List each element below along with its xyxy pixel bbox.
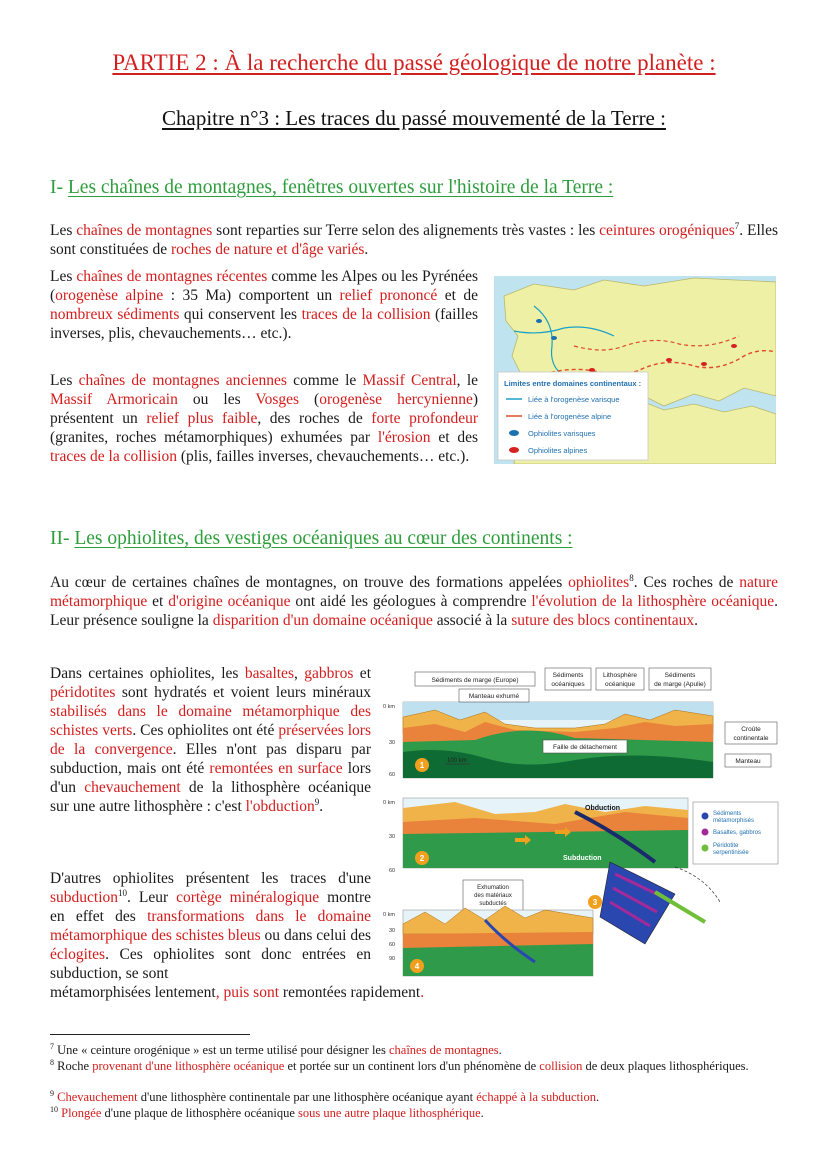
section-1-number: I-: [50, 177, 63, 198]
section-2-title: Les ophiolites, des vestiges océaniques au cœur des continents :: [74, 528, 573, 549]
legend-alpine-line-label: Liée à l'orogenèse alpine: [528, 412, 612, 421]
section-1-title: Les chaînes de montagnes, fenêtres ouvertes sur l'histoire de la Terre :: [67, 177, 614, 198]
section-2-intro: Au cœur de certaines chaînes de montagnes, on trouve des formations appelées ophiolites$^8$. Ces roches de nature métamorphique et d'origine océanique ont aidé les géologues à comprendre l'évolution de la lithosphère océanique. Leur présence souligne la disparition d'un domaine océanique associé à la suture des blocs continentaux.: [50, 572, 778, 629]
section-2-number: II-: [50, 528, 70, 549]
diagram-panel-2: [383, 798, 688, 874]
legend-sediments-metamorphises: Sédiments: [713, 811, 742, 817]
section-2-obduction-paragraph: Dans certaines ophiolites, les basaltes, gabbros et péridotites sont hydratés et voient leurs minéraux stabilisés dans le domaine métamorphique des schistes verts. Ces ophiolites ont été préservées lors de la convergence. Elles n'ont pas disparu par subduction, mais ont été remontées en surface lors d'un chevauchement de la lithosphère océanique sur une autre lithosphère : c'est l'obduction$^9$.: [50, 665, 372, 815]
legend-alpine-ophiolite-label: Ophiolites alpines: [528, 446, 588, 455]
svg-text:30: 30: [389, 834, 396, 840]
diagram-panel-4: [383, 880, 593, 976]
ophiolite-varisque-dot: [536, 319, 542, 323]
footnote-9: $^9$ Chevauchement d'une lithosphère continentale par une lithosphère océanique ayant échappé à la subduction.: [50, 1088, 600, 1104]
diagram-panel-3: [588, 862, 720, 944]
section-1-recent-chains: Les chaînes de montagnes récentes comme les Alpes ou les Pyrénées (orogenèse alpine : 35 Ma) comportent un relief prononcé et de nombreux sédiments qui conservent les traces de la collision (failles inverses, plis, chevauchements… etc.).: [50, 268, 478, 342]
section-2-conclusion-line: métamorphisées lentement, puis sont remontées rapidement.: [50, 984, 425, 1001]
footnote-7: $^7$ Une « ceinture orogénique » est un terme utilisé pour désigner les chaînes de montagnes.: [50, 1041, 502, 1057]
chapter-title: Chapitre n°3 : Les traces du passé mouvementé de la Terre :: [162, 106, 666, 130]
orogen-map: [494, 276, 776, 464]
legend-peridotite: Péridotite: [713, 843, 739, 849]
svg-text:des matériaux: des matériaux: [474, 893, 512, 899]
label-manteau: Manteau: [735, 758, 761, 765]
ophiolite-alpine-dot: [666, 358, 672, 362]
label-subduction: Subduction: [563, 855, 602, 862]
ophiolite-diagram: [375, 662, 780, 980]
svg-text:30: 30: [389, 740, 396, 746]
label-obduction: Obduction: [585, 805, 620, 812]
step-4-badge: 4: [414, 962, 420, 971]
svg-text:0 km: 0 km: [383, 800, 395, 806]
label-sed-europe: Sédiments de marge (Europe): [431, 677, 519, 684]
svg-text:30: 30: [389, 928, 396, 934]
ophiolite-alpine-dot: [589, 368, 595, 372]
ophiolite-varisque-dot: [551, 336, 557, 340]
legend-varisque-ophiolite-label: Ophiolites varisques: [528, 429, 596, 438]
label-croute-continentale: Croûte: [741, 726, 761, 733]
footnote-8: $^8$ Roche provenant d'une lithosphère océanique et portée sur un continent lors d'un phénomène de collision de deux plaques lithosphériques.: [50, 1057, 749, 1073]
legend-varisque-line-label: Liée à l'orogenèse varisque: [528, 395, 620, 404]
svg-text:0 km: 0 km: [383, 704, 395, 710]
svg-text:90: 90: [389, 956, 396, 962]
label-sed-apulie: Sédiments: [664, 672, 696, 679]
label-exhumation: Exhumation: [477, 885, 509, 891]
svg-text:60: 60: [389, 772, 396, 778]
scale-bar-label: 100 km: [447, 758, 467, 764]
footnote-separator: [50, 1034, 250, 1035]
footnote-10: $^{10}$ Plongée d'une plaque de lithosphère océanique sous une autre plaque lithosphérique.: [50, 1104, 484, 1120]
diagram-legend: [693, 802, 778, 864]
ophiolite-alpine-dot: [731, 344, 737, 348]
partie-title: PARTIE 2 : À la recherche du passé géologique de notre planète :: [112, 50, 716, 75]
svg-text:serpentinisée: serpentinisée: [713, 850, 749, 856]
svg-text:60: 60: [389, 942, 396, 948]
section-1-heading: [50, 177, 613, 199]
svg-text:60: 60: [389, 868, 396, 874]
svg-text:de marge (Apulie): de marge (Apulie): [654, 681, 706, 688]
step-2-badge: 2: [419, 854, 425, 863]
ophiolite-alpine-dot: [701, 362, 707, 366]
legend-varisque-ophiolite-swatch: [509, 430, 519, 436]
legend-basaltes-gabbros: Basaltes, gabbros: [713, 830, 762, 836]
label-manteau-exhume: Manteau exhumé: [468, 693, 520, 700]
section-2-heading: [50, 528, 573, 550]
step-1-badge: 1: [419, 761, 425, 770]
svg-text:0 km: 0 km: [383, 912, 395, 918]
svg-text:subductés: subductés: [479, 901, 507, 907]
map-legend-title: Limites entre domaines continentaux :: [504, 379, 642, 388]
label-sed-oce: Sédiments: [552, 672, 584, 679]
svg-text:continentale: continentale: [733, 735, 769, 742]
section-2-subduction-paragraph: D'autres ophiolites présentent les traces d'une subduction$^{10}$. Leur cortège minéralogique montre en effet des transformations dans le domaine métamorphique des schistes bleus ou dans celui des éclogites. Ces ophiolites sont donc entrées en subduction, se sont: [50, 870, 372, 982]
label-faille-detachement: Faille de détachement: [553, 744, 617, 751]
label-litho-oce: Lithosphère: [603, 672, 637, 679]
legend-alpine-ophiolite-swatch: [509, 447, 519, 453]
svg-text:océaniques: océaniques: [551, 681, 585, 688]
section-1-ancient-chains: Les chaînes de montagnes anciennes comme le Massif Central, le Massif Armoricain ou les Vosges (orogenèse hercynienne) présentent un relief plus faible, des roches de forte profondeur (granites, roches métamorphiques) exhumées par l'érosion et des traces de la collision (plis, failles inverses, chevauchements… etc.).: [50, 372, 479, 465]
section-1-intro: Les chaînes de montagnes sont reparties sur Terre selon des alignements très vastes : les ceintures orogéniques$^7$. Elles sont constituées de roches de nature et d'âge variés.: [50, 220, 779, 258]
step-3-badge: 3: [592, 898, 598, 907]
svg-text:métamorphisés: métamorphisés: [713, 818, 755, 824]
svg-text:océanique: océanique: [605, 681, 635, 688]
